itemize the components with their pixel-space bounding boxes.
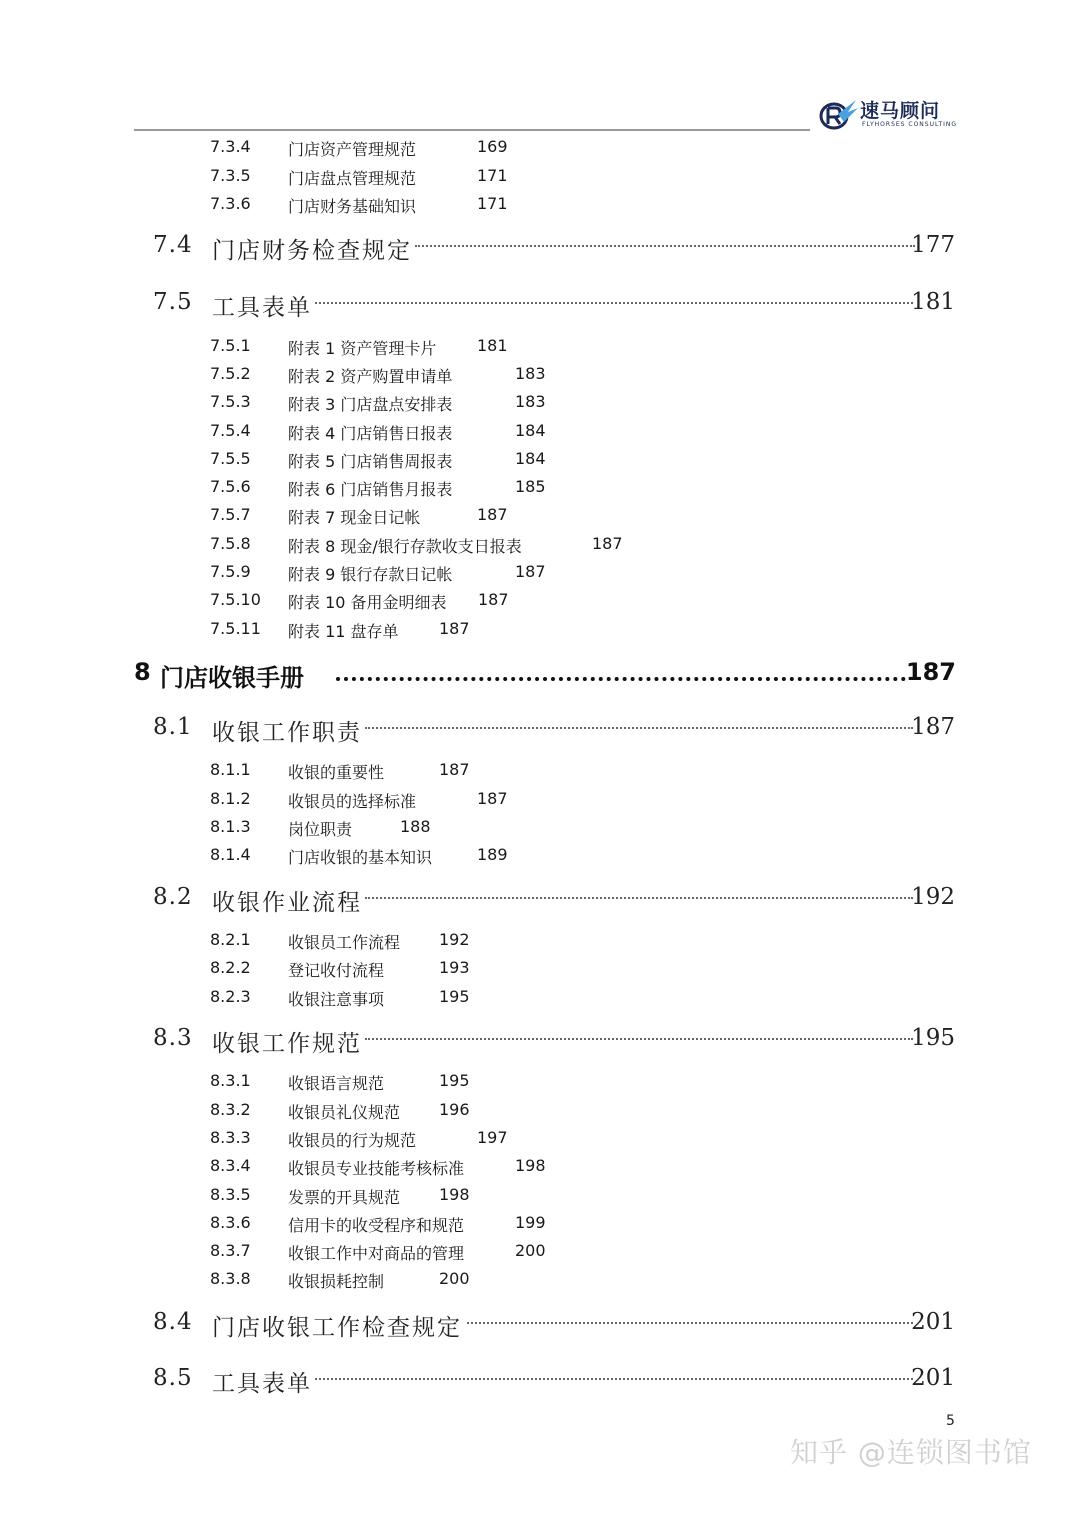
toc-number: 7.3.4 [210, 137, 251, 156]
toc-page: 200 [439, 1269, 470, 1288]
toc-title: 附表 10 备用金明细表 [288, 593, 447, 612]
toc-number: 7.5.2 [210, 364, 251, 383]
toc-page: 187 [439, 619, 470, 638]
toc-leader-dots [365, 897, 913, 899]
toc-number: 8.4 [153, 1309, 193, 1335]
toc-page: 189 [477, 845, 508, 864]
toc-page: 198 [515, 1156, 546, 1175]
toc-page: 184 [515, 449, 546, 468]
toc-title: 收银注意事项 [288, 990, 385, 1009]
toc-page: 193 [439, 958, 470, 977]
toc-title: 附表 9 银行存款日记帐 [288, 565, 453, 584]
toc-page: 195 [439, 1071, 470, 1090]
toc-number: 7.5.6 [210, 477, 251, 496]
toc-title: 岗位职责 [288, 820, 353, 839]
toc-page: 195 [439, 987, 470, 1006]
toc-number: 7.5.9 [210, 562, 251, 581]
toc-page: 187 [478, 590, 509, 609]
toc-leader-dots [315, 1378, 913, 1380]
toc-title: 附表 5 门店销售周报表 [288, 452, 453, 471]
toc-page: 187 [515, 562, 546, 581]
toc-title: 门店财务检查规定 [212, 238, 412, 264]
toc-title: 附表 8 现金/银行存款收支日报表 [288, 537, 522, 556]
toc-number: 7.5.10 [210, 590, 261, 609]
toc-title: 发票的开具规范 [288, 1188, 401, 1207]
toc-leader-dots [336, 677, 906, 681]
toc-title: 收银员的行为规范 [288, 1131, 417, 1150]
toc-page: 192 [439, 930, 470, 949]
toc-page: 188 [400, 817, 431, 836]
company-logo [818, 94, 968, 134]
toc-page: 192 [911, 884, 955, 910]
toc-title: 收银员工作流程 [288, 933, 401, 952]
toc-page: 181 [477, 336, 508, 355]
toc-title: 工具表单 [212, 295, 312, 321]
toc-number: 8.1.1 [210, 760, 251, 779]
toc-number: 7.5.1 [210, 336, 251, 355]
toc-page: 195 [911, 1025, 955, 1051]
toc-number: 7.5.11 [210, 619, 261, 638]
toc-title: 收银员专业技能考核标准 [288, 1159, 465, 1178]
logo-icon [818, 94, 858, 134]
toc-title: 工具表单 [212, 1371, 312, 1397]
toc-title: 附表 4 门店销售日报表 [288, 424, 453, 443]
toc-leader-dots [467, 1322, 913, 1324]
toc-title: 收银员的选择标准 [288, 792, 417, 811]
toc-page: 177 [911, 232, 955, 258]
logo-chinese-text: 速马顾问 [860, 100, 941, 122]
toc-page: 181 [911, 289, 955, 315]
toc-number: 8.3.2 [210, 1100, 251, 1119]
toc-title: 收银工作规范 [212, 1031, 362, 1057]
toc-page: 187 [439, 760, 470, 779]
toc-number: 8.1.3 [210, 817, 251, 836]
toc-number: 7.5.5 [210, 449, 251, 468]
toc-title: 门店收银的基本知识 [288, 848, 433, 867]
toc-number: 8.3.8 [210, 1269, 251, 1288]
toc-page: 187 [905, 658, 956, 686]
toc-number: 8.2.1 [210, 930, 251, 949]
toc-page: 183 [515, 364, 546, 383]
toc-title: 附表 7 现金日记帐 [288, 508, 421, 527]
toc-number: 7.4 [153, 232, 193, 258]
toc-title: 收银损耗控制 [288, 1272, 385, 1291]
toc-title: 登记收付流程 [288, 961, 385, 980]
toc-title: 门店财务基础知识 [288, 197, 417, 216]
toc-title: 收银工作职责 [212, 720, 362, 746]
toc-page: 187 [477, 505, 508, 524]
toc-page: 169 [477, 137, 508, 156]
toc-number: 8.3.1 [210, 1071, 251, 1090]
toc-page: 187 [477, 789, 508, 808]
toc-number: 8.3 [153, 1025, 193, 1051]
toc-number: 7.5.7 [210, 505, 251, 524]
toc-title: 门店收银手册 [160, 664, 304, 692]
toc-number: 8.1.2 [210, 789, 251, 808]
watermark: 知乎 @连锁图书馆 [790, 1436, 1032, 1469]
toc-leader-dots [415, 245, 915, 247]
toc-title: 信用卡的收受程序和规范 [288, 1216, 465, 1235]
toc-number: 8.3.3 [210, 1128, 251, 1147]
toc-number: 8.1.4 [210, 845, 251, 864]
toc-number: 7.5 [153, 289, 193, 315]
toc-number: 7.3.5 [210, 166, 251, 185]
toc-number: 7.5.4 [210, 421, 251, 440]
toc-number: 8.1 [153, 714, 193, 740]
toc-title: 门店盘点管理规范 [288, 169, 417, 188]
toc-title: 门店资产管理规范 [288, 140, 417, 159]
toc-page: 199 [515, 1213, 546, 1232]
toc-title: 收银作业流程 [212, 890, 362, 916]
toc-number: 8.3.5 [210, 1185, 251, 1204]
header-rule [134, 129, 810, 131]
toc-page: 198 [439, 1185, 470, 1204]
toc-title: 附表 1 资产管理卡片 [288, 339, 437, 358]
toc-title: 附表 11 盘存单 [288, 622, 399, 641]
toc-leader-dots [365, 727, 913, 729]
toc-number: 8.3.4 [210, 1156, 251, 1175]
toc-leader-dots [315, 302, 913, 304]
toc-page: 187 [911, 714, 955, 740]
toc-title: 收银工作中对商品的管理 [288, 1244, 465, 1263]
toc-number: 8.2 [153, 884, 193, 910]
toc-number: 8.5 [153, 1365, 193, 1391]
toc-page: 201 [911, 1365, 955, 1391]
toc-page: 171 [477, 194, 508, 213]
toc-number: 7.5.3 [210, 392, 251, 411]
toc-page: 187 [592, 534, 623, 553]
toc-number: 8.2.3 [210, 987, 251, 1006]
toc-number: 8.3.6 [210, 1213, 251, 1232]
toc-title: 收银员礼仪规范 [288, 1103, 401, 1122]
toc-leader-dots [365, 1038, 913, 1040]
toc-page: 201 [911, 1309, 955, 1335]
toc-title: 收银的重要性 [288, 763, 385, 782]
toc-number: 8.2.2 [210, 958, 251, 977]
toc-title: 附表 6 门店销售月报表 [288, 480, 453, 499]
toc-page: 200 [515, 1241, 546, 1260]
toc-number: 7.5.8 [210, 534, 251, 553]
toc-number: 8.3.7 [210, 1241, 251, 1260]
toc-title: 附表 2 资产购置申请单 [288, 367, 453, 386]
toc-title: 门店收银工作检查规定 [212, 1315, 462, 1341]
toc-page: 183 [515, 392, 546, 411]
logo-english-text: FLYHORSES CONSULTING [862, 121, 958, 128]
toc-title: 附表 3 门店盘点安排表 [288, 395, 453, 414]
toc-page: 197 [477, 1128, 508, 1147]
toc-page: 185 [515, 477, 546, 496]
toc-number: 7.3.6 [210, 194, 251, 213]
page-number: 5 [946, 1413, 955, 1429]
toc-number: 8 [134, 658, 151, 686]
toc-page: 184 [515, 421, 546, 440]
toc-page: 196 [439, 1100, 470, 1119]
toc-page: 171 [477, 166, 508, 185]
toc-title: 收银语言规范 [288, 1074, 385, 1093]
